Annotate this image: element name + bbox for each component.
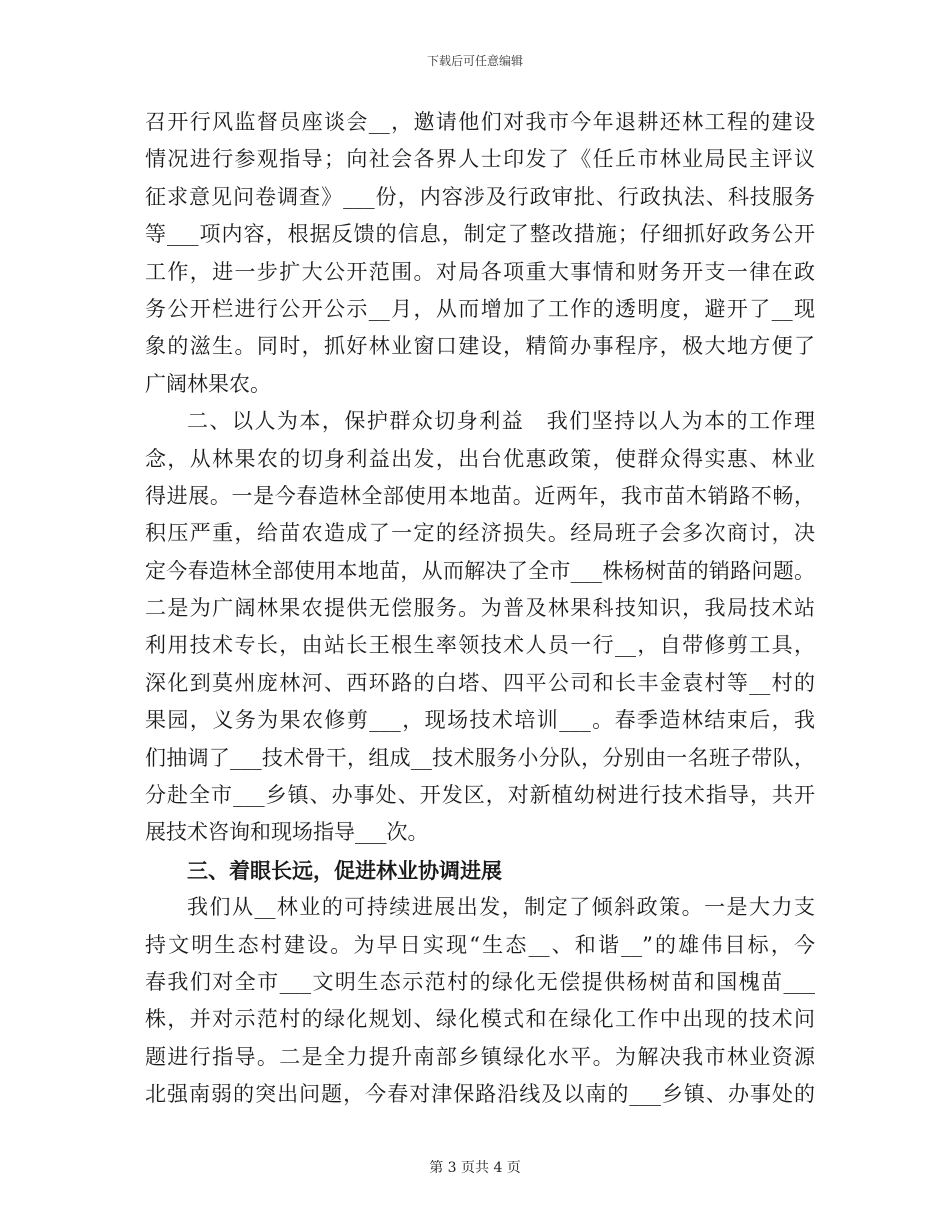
text-line: 定今春造林全部使用本地苗，从而解决了全市___株杨树苗的销路问题。	[145, 558, 815, 583]
text-line: 们抽调了___技术骨干，组成__技术服务小分队，分别由一名班子带队，	[145, 745, 815, 770]
text-line: 积压严重，给苗农造成了一定的经济损失。经局班子会多次商讨，决	[145, 521, 815, 546]
text-line: 等___项内容，根据反馈的信息，制定了整改措施；仔细抓好政务公开	[145, 222, 815, 247]
text-line: 象的滋生。同时，抓好林业窗口建设，精简办事程序，极大地方便了	[145, 334, 815, 359]
text-line: 得进展。一是今春造林全部使用本地苗。近两年，我市苗木销路不畅，	[145, 483, 815, 508]
text-line: 利用技术专长，由站长王根生率领技术人员一行__，自带修剪工具，	[145, 633, 815, 658]
text-line: 分赴全市___乡镇、办事处、开发区，对新植幼树进行技术指导，共开	[145, 783, 815, 808]
text-line: 题进行指导。二是全力提升南部乡镇绿化水平。为解决我市林业资源	[145, 1044, 815, 1069]
text-line: 展技术咨询和现场指导___次。	[145, 820, 429, 845]
text-line: 征求意见问卷调查》___份，内容涉及行政审批、行政执法、科技服务	[145, 184, 815, 209]
text-line: 工作，进一步扩大公开范围。对局各项重大事情和财务开支一律在政	[145, 259, 815, 284]
document-body	[145, 104, 815, 1114]
text-line: 持文明生态村建设。为早日实现“生态__、和谐__”的雄伟目标，今	[145, 932, 815, 957]
page-header: 下载后可任意编辑	[426, 54, 523, 68]
text-line: 果园，义务为果农修剪___，现场技术培训___。春季造林结束后，我	[145, 708, 815, 733]
text-line: 广阔林果农。	[145, 371, 271, 396]
page-number: 第 3 页共 4 页	[429, 1160, 521, 1176]
text-line: 深化到莫州庞林河、西环路的白塔、四平公司和长丰金袁村等__村的	[145, 670, 815, 695]
text-line: 二是为广阔林果农提供无偿服务。为普及林果科技知识，我局技术站	[145, 596, 815, 621]
text-line: 北强南弱的突出问题，今春对津保路沿线及以南的___乡镇、办事处的	[145, 1082, 815, 1107]
text-line: 务公开栏进行公开公示__月，从而增加了工作的透明度，避开了__现	[145, 296, 815, 321]
text-line: 情况进行参观指导；向社会各界人士印发了《任丘市林业局民主评议	[145, 147, 815, 172]
text-line: 春我们对全市___文明生态示范村的绿化无偿提供杨树苗和国槐苗___	[145, 969, 815, 994]
section-heading: 三、着眼长远，促进林业协调进展	[187, 857, 502, 883]
section-heading-inline: 二、以人为本，保护群众切身利益 我们坚持以人为本的工作理	[187, 409, 815, 434]
text-line: 念，从林果农的切身利益出发，出台优惠政策，使群众得实惠、林业	[145, 446, 815, 471]
text-line: 株，并对示范村的绿化规划、绿化模式和在绿化工作中出现的技术问	[145, 1007, 815, 1032]
text-line: 我们从__林业的可持续进展出发，制定了倾斜政策。一是大力支	[187, 895, 815, 920]
text-line: 召开行风监督员座谈会__，邀请他们对我市今年退耕还林工程的建设	[145, 110, 815, 134]
